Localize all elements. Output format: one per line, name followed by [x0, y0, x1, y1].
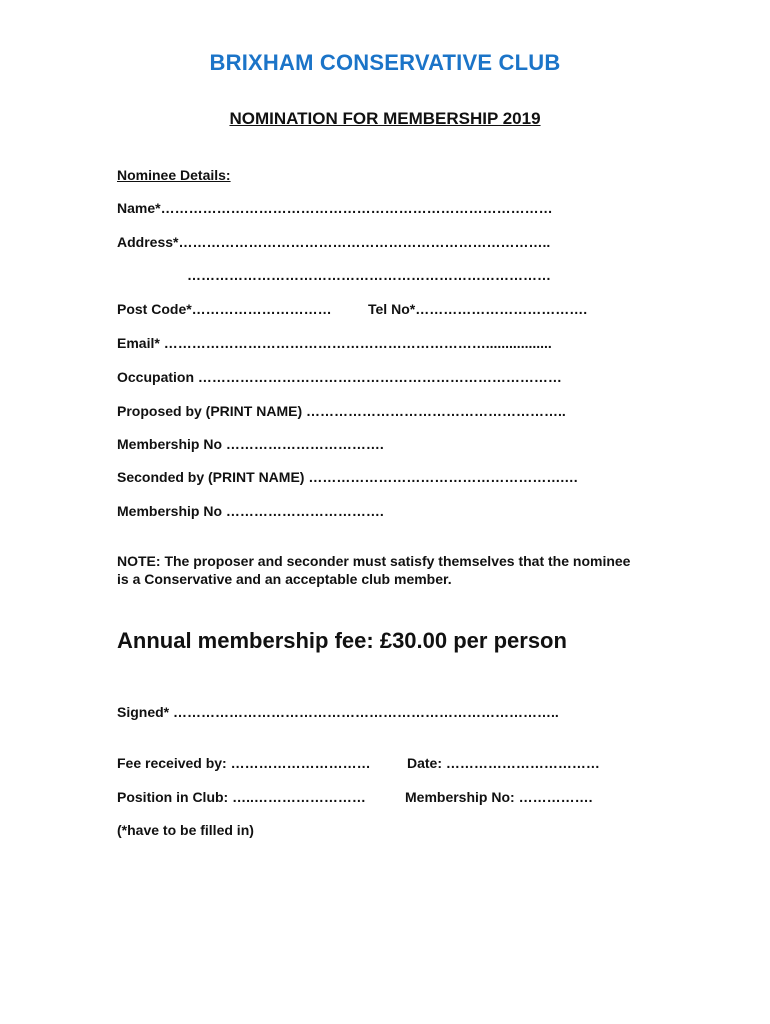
proposer-name-field[interactable]: Proposed by (PRINT NAME) ………………………………………………..	[117, 403, 566, 419]
seconder-name-field[interactable]: Seconded by (PRINT NAME) ……………………………………………….…	[117, 469, 579, 485]
seconder-membership-field[interactable]: Membership No …………………………….	[117, 503, 384, 519]
occupation-field[interactable]: Occupation ……………………………………………………………………	[117, 369, 562, 385]
club-name: BRIXHAM CONSERVATIVE CLUB	[209, 50, 561, 75]
proposer-membership-field[interactable]: Membership No …………………………….	[117, 436, 384, 452]
fee-received-field[interactable]: Fee received by: …………………………	[117, 755, 371, 771]
email-field[interactable]: Email* …………………………………………………………….................	[117, 335, 552, 351]
signature-field[interactable]: Signed* ………………………………………………………………………..	[117, 704, 559, 720]
position-in-club-field[interactable]: Position in Club: …..……………………	[117, 789, 366, 805]
nominee-details-heading: Nominee Details:	[117, 167, 231, 183]
postcode-field[interactable]: Post Code*…………………………	[117, 301, 332, 317]
date-field[interactable]: Date: ……………………………	[407, 755, 600, 771]
address-field-line-2[interactable]: ……………………………………………………………………	[187, 267, 551, 283]
name-field[interactable]: Name*…………………………………………………………………………	[117, 200, 553, 216]
eligibility-note: NOTE: The proposer and seconder must satisfy themselves that the nominee is a Conservative and an acceptable club member.	[117, 553, 631, 587]
office-membership-no-field[interactable]: Membership No: …………….	[405, 789, 593, 805]
address-field[interactable]: Address*……………………………………………………………………..	[117, 234, 551, 250]
form-title: NOMINATION FOR MEMBERSHIP 2019	[229, 109, 541, 128]
annual-fee-text: Annual membership fee: £30.00 per person	[117, 628, 567, 653]
required-footnote: (*have to be filled in)	[117, 822, 254, 838]
tel-field[interactable]: Tel No*……………………………….	[368, 301, 588, 317]
